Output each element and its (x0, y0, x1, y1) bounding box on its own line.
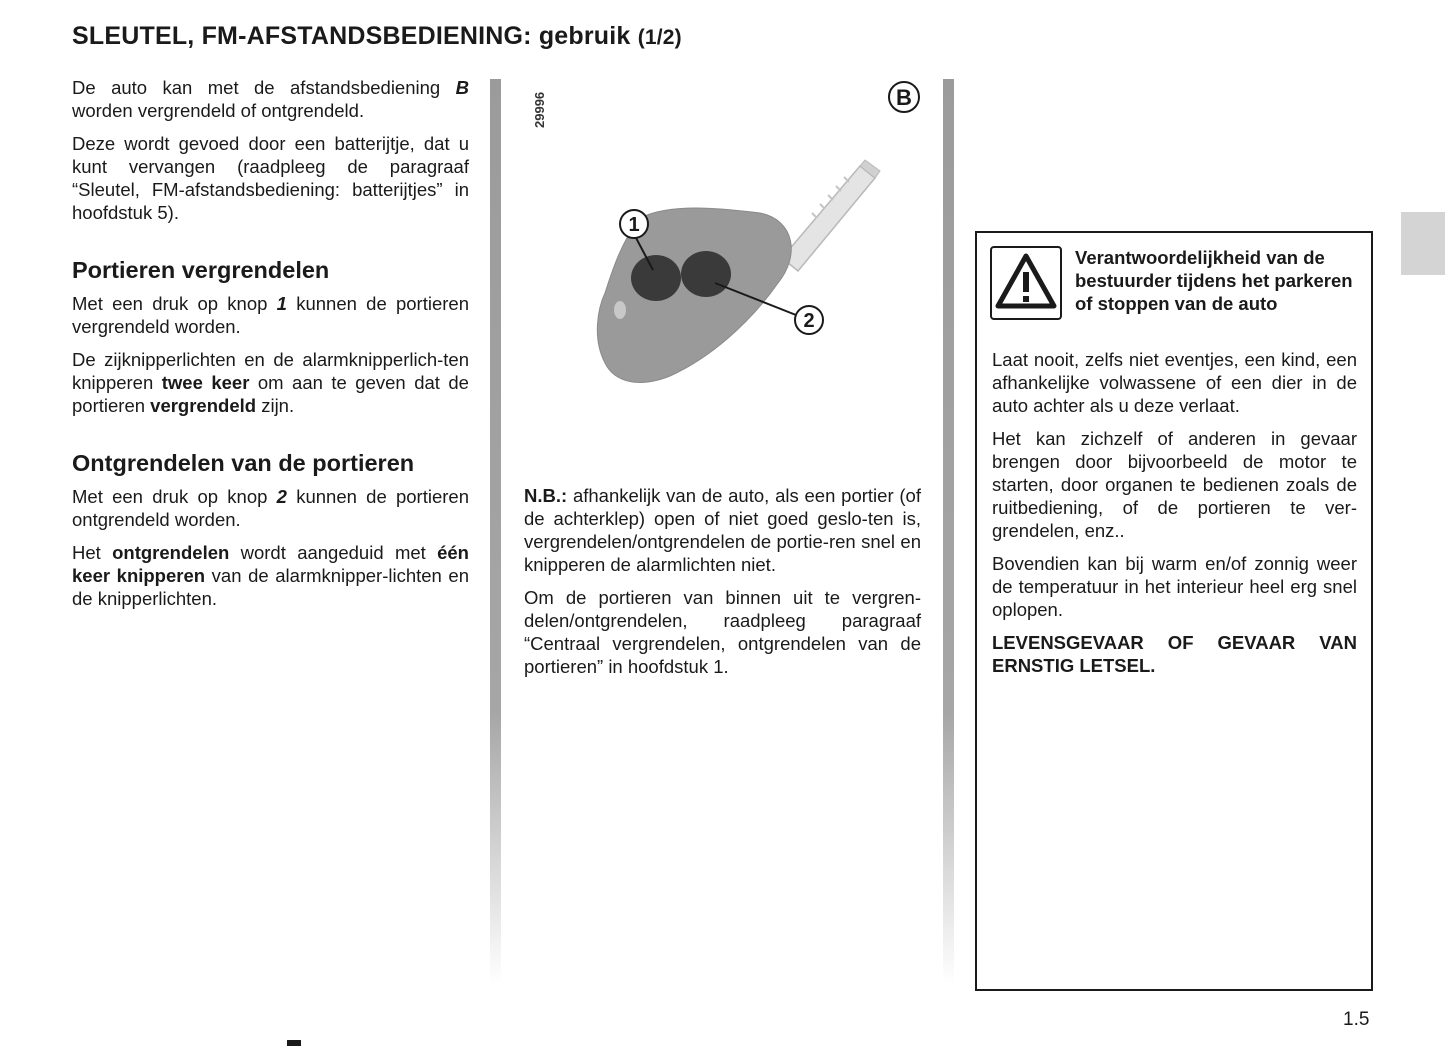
intro-paragraph-2: Deze wordt gevoed door een batterijtje, dat u kunt vervangen (raadpleeg de paragraaf “Sleutel, FM-afstandsbediening: batterijtjes” in hoofdstuk 5). (72, 133, 469, 223)
label-b (889, 82, 919, 112)
page-title (72, 22, 682, 51)
callout-2 (795, 306, 823, 334)
key-blade (782, 160, 880, 271)
ref-b: B (455, 77, 469, 98)
warning-heading: Verantwoordelijkheid van de bestuurder tijdens het parkeren of stoppen van de auto (1075, 247, 1353, 314)
middle-column (524, 484, 921, 688)
svg-text:2: 2 (803, 310, 815, 332)
intro-paragraph-1: De auto kan met de afstandsbediening B worden vergrendeld of ontgrendeld. (72, 77, 469, 121)
svg-text:1: 1 (628, 214, 640, 236)
unlock-heading: Ontgrendelen van de portieren (72, 450, 415, 476)
warning-paragraph-3: Bovendien kan bij warm en/of zonnig weer de temperatuur in het interieur heel erg snel oplopen. (992, 553, 1357, 620)
warning-box (975, 231, 1373, 991)
lock-button (631, 255, 681, 301)
callout-1 (620, 210, 648, 238)
warning-paragraph-4: LEVENSGEVAAR OF GEVAAR VAN ERNSTIG LETSEL. (992, 632, 1357, 676)
remote-key-illustration (520, 78, 940, 408)
note-paragraph-2: Om de portieren van binnen uit te vergren-delen/ontgrendelen, raadpleeg paragraaf “Centraal vergrendelen, ontgrendelen van de portieren” in hoofdstuk 1. (524, 587, 921, 677)
figure-code: 29996 (532, 91, 547, 128)
left-column (72, 76, 469, 620)
warning-paragraph-2: Het kan zichzelf of anderen in gevaar brengen door bijvoorbeeld de motor te starten, door organen te bedienen zoals de ruitbediening, of de portieren te ver-grendelen, enz.. (992, 428, 1357, 541)
svg-text:B: B (896, 85, 912, 110)
warning-triangle-icon (990, 246, 1062, 320)
note-paragraph-1: N.B.: afhankelijk van de auto, als een portier (of de achterklep) open of niet goed geslo-ten is, vergrendelen/ontgrendelen de portie-ren snel en knipperen de alarmlichten niet. (524, 485, 921, 575)
unlock-paragraph-2: Het ontgrendelen wordt aangeduid met één keer knipperen van de alarmknipper-lichten en de knipperlichten. (72, 542, 469, 609)
key-ring-hole (614, 301, 626, 319)
title-text: SLEUTEL, FM-AFSTANDSBEDIENING: gebruik (72, 22, 631, 50)
warning-paragraph-1: Laat nooit, zelfs niet eventjes, een kind, een afhankelijke volwassene of een dier in de auto achter als u deze verlaat. (992, 349, 1357, 416)
title-part: (1/2) (637, 26, 682, 49)
lock-paragraph-1: Met een druk op knop 1 kunnen de portieren vergrendeld worden. (72, 293, 469, 337)
column-divider-left (490, 79, 501, 984)
page-mark (287, 1040, 301, 1046)
chapter-tab (1401, 212, 1445, 275)
unlock-paragraph-1: Met een druk op knop 2 kunnen de portieren ontgrendeld worden. (72, 486, 469, 530)
unlock-button (681, 251, 731, 297)
warning-body (992, 348, 1357, 687)
remote-key-figure (520, 78, 940, 408)
page-number: 1.5 (1343, 1009, 1370, 1030)
lock-heading: Portieren vergrendelen (72, 257, 330, 283)
column-divider-right (943, 79, 954, 984)
lock-paragraph-2: De zijknipperlichten en de alarmknipperlich-ten knipperen twee keer om aan te geven dat de portieren vergrendeld zijn. (72, 349, 469, 416)
